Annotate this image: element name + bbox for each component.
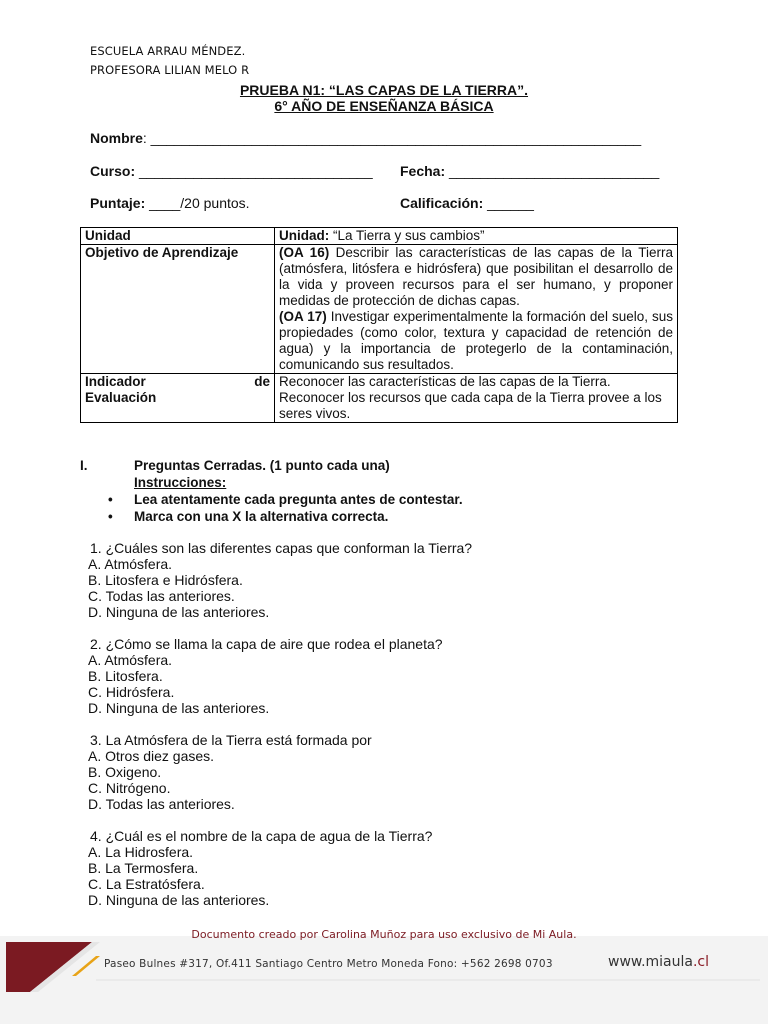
list-item: [108, 508, 463, 525]
instructions-list: [108, 491, 463, 525]
footer-website-link[interactable]: [608, 954, 709, 970]
answer-option[interactable]: D. Ninguna de las anteriores.: [88, 604, 270, 620]
question-stem: 3. La Atmósfera de la Tierra está formada por: [90, 732, 372, 748]
footer-site-tld: .cl: [692, 954, 710, 970]
curso-label: Curso:: [90, 163, 136, 179]
oa17-code: (OA 17): [279, 309, 327, 324]
answer-option[interactable]: C. Nitrógeno.: [88, 780, 171, 796]
table-row: [81, 374, 678, 423]
question-4: [88, 828, 472, 908]
objetivo-label-cell: Objetivo de Aprendizaje: [81, 245, 275, 374]
bullet-icon: •: [108, 509, 113, 524]
answer-option[interactable]: C. La Estratósfera.: [88, 876, 205, 892]
puntaje-label: Puntaje:: [90, 195, 146, 211]
answer-option[interactable]: B. Oxigeno.: [88, 764, 162, 780]
title-line-2: 6° AÑO DE ENSEÑANZA BÁSICA: [274, 98, 494, 114]
indicador-2: Reconocer los recursos que cada capa de la Tierra provee a los seres vivos.: [279, 390, 662, 421]
answer-option[interactable]: C. Todas las anteriores.: [88, 588, 235, 604]
answer-option[interactable]: B. La Termosfera.: [88, 860, 199, 876]
test-title: [0, 82, 768, 114]
nombre-label: Nombre: [90, 130, 143, 146]
bullet-icon: •: [108, 492, 113, 507]
fecha-label: Fecha:: [400, 163, 446, 179]
indicador-value-cell: [275, 374, 678, 423]
answer-option[interactable]: A. La Hidrosfera.: [88, 844, 194, 860]
title-line-1: PRUEBA N1: “LAS CAPAS DE LA TIERRA”.: [239, 82, 529, 98]
question-stem: 1. ¿Cuáles son las diferentes capas que conforman la Tierra?: [90, 540, 473, 556]
indicador-label-cell: [81, 374, 275, 423]
unidad-value-label: Unidad:: [279, 228, 330, 243]
section-number: I.: [80, 458, 88, 473]
answer-option[interactable]: B. Litosfera e Hidrósfera.: [88, 572, 243, 588]
puntaje-blank[interactable]: ____/20 puntos.: [145, 195, 250, 211]
answer-option[interactable]: C. Hidrósfera.: [88, 684, 175, 700]
teacher-name: PROFESORA LILIAN MELO R: [90, 63, 250, 77]
footer-band: [0, 936, 768, 1024]
indicador-label-word-1: Indicador: [85, 374, 146, 389]
answer-option[interactable]: D. Todas las anteriores.: [88, 796, 235, 812]
answer-option[interactable]: B. Litosfera.: [88, 668, 163, 684]
question-1: [88, 540, 472, 620]
oa16-text: Describir las características de las capas de la Tierra (atmósfera, litósfera e hidrósfera) que posibilitan el desarrollo de la vida y proveen recursos para el ser humano, y proponer medidas de protección de dichas capas.: [279, 245, 673, 308]
oa17-text: Investigar experimentalmente la formación del suelo, sus propiedades (como color, textura y capacidad de retención de agua) y la importancia de protegerlo de la contaminación, comunicando sus resultados.: [279, 309, 673, 372]
instruction-text: Lea atentamente cada pregunta antes de contestar.: [134, 492, 463, 507]
nombre-blank[interactable]: : _______________________________________________________________: [142, 130, 642, 146]
footer-note: Documento creado por Carolina Muñoz para uso exclusivo de Mi Aula.: [191, 928, 577, 941]
table-row: [81, 245, 678, 374]
school-name: ESCUELA ARRAU MÉNDEZ.: [90, 44, 246, 58]
answer-option[interactable]: D. Ninguna de las anteriores.: [88, 892, 270, 908]
curso-blank[interactable]: ______________________________: [135, 163, 373, 179]
questions-list: [88, 540, 472, 924]
answer-option[interactable]: D. Ninguna de las anteriores.: [88, 700, 270, 716]
calificacion-blank[interactable]: ______: [483, 195, 534, 211]
footer-site-main: www.miaula: [608, 954, 693, 970]
section-heading: Preguntas Cerradas. (1 punto cada una): [134, 458, 390, 473]
fecha-blank[interactable]: ___________________________: [445, 163, 660, 179]
section-closed-questions: [80, 457, 463, 525]
oa16-code: (OA 16): [279, 245, 330, 260]
table-row: [81, 228, 678, 245]
question-stem: 2. ¿Cómo se llama la capa de aire que rodea el planeta?: [90, 636, 443, 652]
unidad-value: “La Tierra y sus cambios”: [329, 228, 485, 243]
indicador-1: Reconocer las características de las capas de la Tierra.: [279, 374, 611, 389]
objetivo-value-cell: [275, 245, 678, 374]
calificacion-label: Calificación:: [400, 195, 484, 211]
answer-option[interactable]: A. Atmósfera.: [88, 652, 173, 668]
answer-option[interactable]: A. Otros diez gases.: [88, 748, 215, 764]
curriculum-table: [80, 227, 678, 423]
unidad-value-cell: [275, 228, 678, 245]
footer-address: Paseo Bulnes #317, Of.411 Santiago Centro Metro Moneda Fono: +562 2698 0703: [104, 958, 553, 970]
puntaje-field[interactable]: [90, 195, 250, 211]
question-3: [88, 732, 472, 812]
curso-field[interactable]: [90, 163, 373, 179]
instructions-heading: Instrucciones:: [134, 475, 227, 490]
answer-option[interactable]: A. Atmósfera.: [88, 556, 173, 572]
question-stem: 4. ¿Cuál es el nombre de la capa de agua de la Tierra?: [90, 828, 433, 844]
nombre-field[interactable]: [90, 130, 641, 146]
indicador-label-word-2: de: [254, 374, 270, 389]
unidad-label-cell: Unidad: [81, 228, 275, 245]
oa16-paragraph: [279, 245, 673, 309]
oa17-paragraph: [279, 309, 673, 373]
list-item: [108, 491, 463, 508]
calificacion-field[interactable]: [400, 195, 534, 211]
document-header: [90, 42, 249, 80]
fecha-field[interactable]: [400, 163, 659, 179]
indicador-label-word-3: Evaluación: [85, 390, 157, 405]
question-2: [88, 636, 472, 716]
instruction-text: Marca con una X la alternativa correcta.: [134, 509, 389, 524]
